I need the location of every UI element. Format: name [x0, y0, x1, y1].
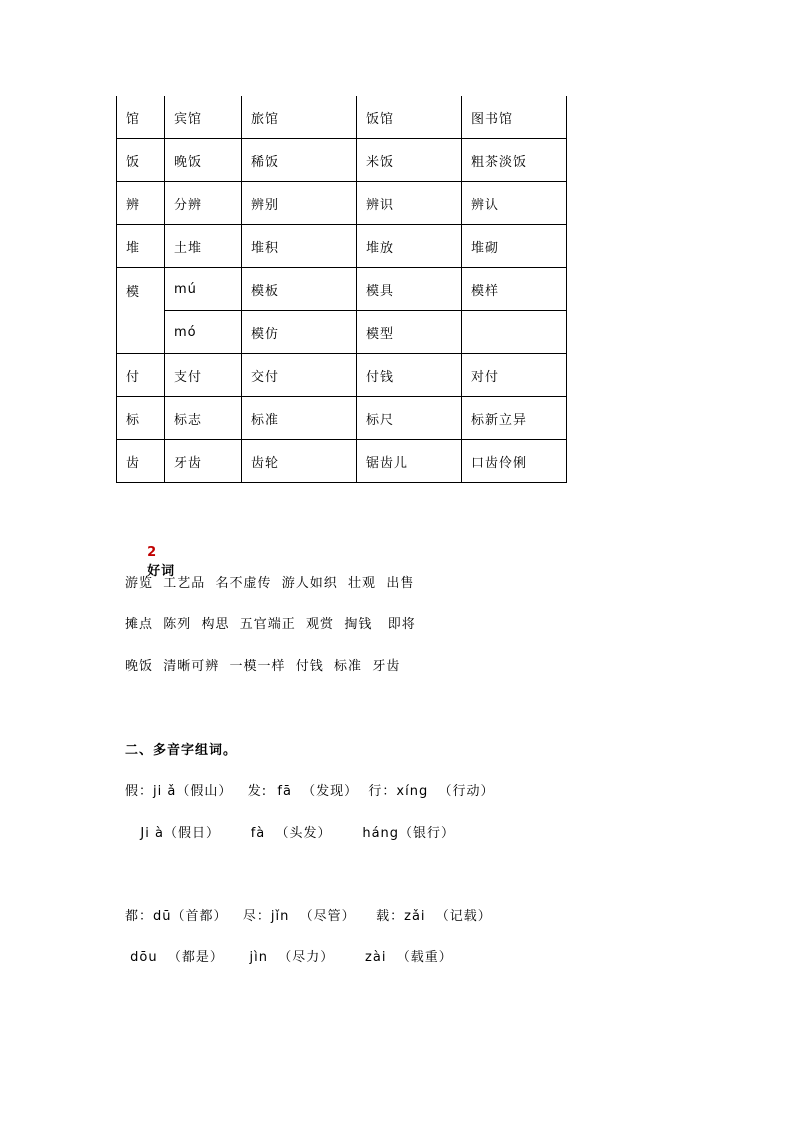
section-title: 好词	[147, 564, 176, 579]
table-word-cell: 辨识	[357, 182, 462, 225]
table-char-cell: 齿	[117, 440, 165, 483]
table-char-cell: 饭	[117, 139, 165, 182]
table-word-cell: 齿轮	[242, 440, 357, 483]
table-row	[117, 96, 567, 139]
section-3-heading: 二、多音字组词。	[125, 743, 238, 758]
table-word-cell: 土堆	[165, 225, 242, 268]
table-row	[117, 397, 567, 440]
table-char-cell: 辨	[117, 182, 165, 225]
table-row	[117, 182, 567, 225]
table-char-cell: 堆	[117, 225, 165, 268]
table-word-cell: 堆放	[357, 225, 462, 268]
table-char-cell: 模	[117, 268, 165, 354]
table-word-cell: 饭馆	[357, 96, 462, 139]
table-word-cell: 米饭	[357, 139, 462, 182]
polyphone-line: dōu （都是） jìn （尽力） zài （载重）	[125, 950, 453, 965]
table-row	[117, 311, 567, 354]
good-words-line: 晚饭 清晰可辨 一模一样 付钱 标准 牙齿	[125, 659, 401, 674]
table-word-cell: 辨别	[242, 182, 357, 225]
table-row	[117, 354, 567, 397]
table-word-cell: 模样	[462, 268, 567, 311]
table-word-cell: 付钱	[357, 354, 462, 397]
table-row	[117, 139, 567, 182]
table-word-cell: 辨认	[462, 182, 567, 225]
table-word-cell: 分辨	[165, 182, 242, 225]
table-word-cell: 堆积	[242, 225, 357, 268]
table-word-cell: 稀饭	[242, 139, 357, 182]
table-word-cell: 图书馆	[462, 96, 567, 139]
table-char-cell: 标	[117, 397, 165, 440]
table-word-cell: mú	[165, 268, 242, 311]
table-row	[117, 268, 567, 311]
polyphone-line: 都：dū（首都） 尽：jǐn （尽管） 载：zǎi （记载）	[125, 909, 492, 924]
table-word-cell: 旅馆	[242, 96, 357, 139]
polyphone-line: 假：ji ǎ（假山） 发: fā （发现） 行：xíng （行动）	[125, 784, 495, 799]
table-word-cell: 牙齿	[165, 440, 242, 483]
table-word-cell: 标志	[165, 397, 242, 440]
table-char-cell: 付	[117, 354, 165, 397]
table-word-cell: 晚饭	[165, 139, 242, 182]
table-word-cell: 宾馆	[165, 96, 242, 139]
table-word-cell: 标准	[242, 397, 357, 440]
table-word-cell: 锯齿儿	[357, 440, 462, 483]
table-word-cell: 堆砌	[462, 225, 567, 268]
good-words-line: 摊点 陈列 构思 五官端正 观赏 掏钱 即将	[125, 617, 416, 632]
table-word-cell: 标尺	[357, 397, 462, 440]
table-word-cell: 口齿伶俐	[462, 440, 567, 483]
table-word-cell: 支付	[165, 354, 242, 397]
good-words-line: 游览 工艺品 名不虚传 游人如织 壮观 出售	[125, 576, 415, 591]
table-word-cell: mó	[165, 311, 242, 354]
polyphone-line: Ji à（假日） fà （头发） háng（银行）	[125, 826, 456, 841]
table-word-cell: 粗茶淡饭	[462, 139, 567, 182]
table-row	[117, 225, 567, 268]
table-row	[117, 440, 567, 483]
table-word-cell: 模型	[357, 311, 462, 354]
table-word-cell: 标新立异	[462, 397, 567, 440]
table-word-cell: 对付	[462, 354, 567, 397]
table-word-cell: 模仿	[242, 311, 357, 354]
table-word-cell: 模具	[357, 268, 462, 311]
table-word-cell	[462, 311, 567, 354]
table-word-cell: 交付	[242, 354, 357, 397]
table-char-cell: 馆	[117, 96, 165, 139]
section-number: 2	[147, 545, 158, 560]
word-table	[116, 96, 567, 483]
table-word-cell: 模板	[242, 268, 357, 311]
